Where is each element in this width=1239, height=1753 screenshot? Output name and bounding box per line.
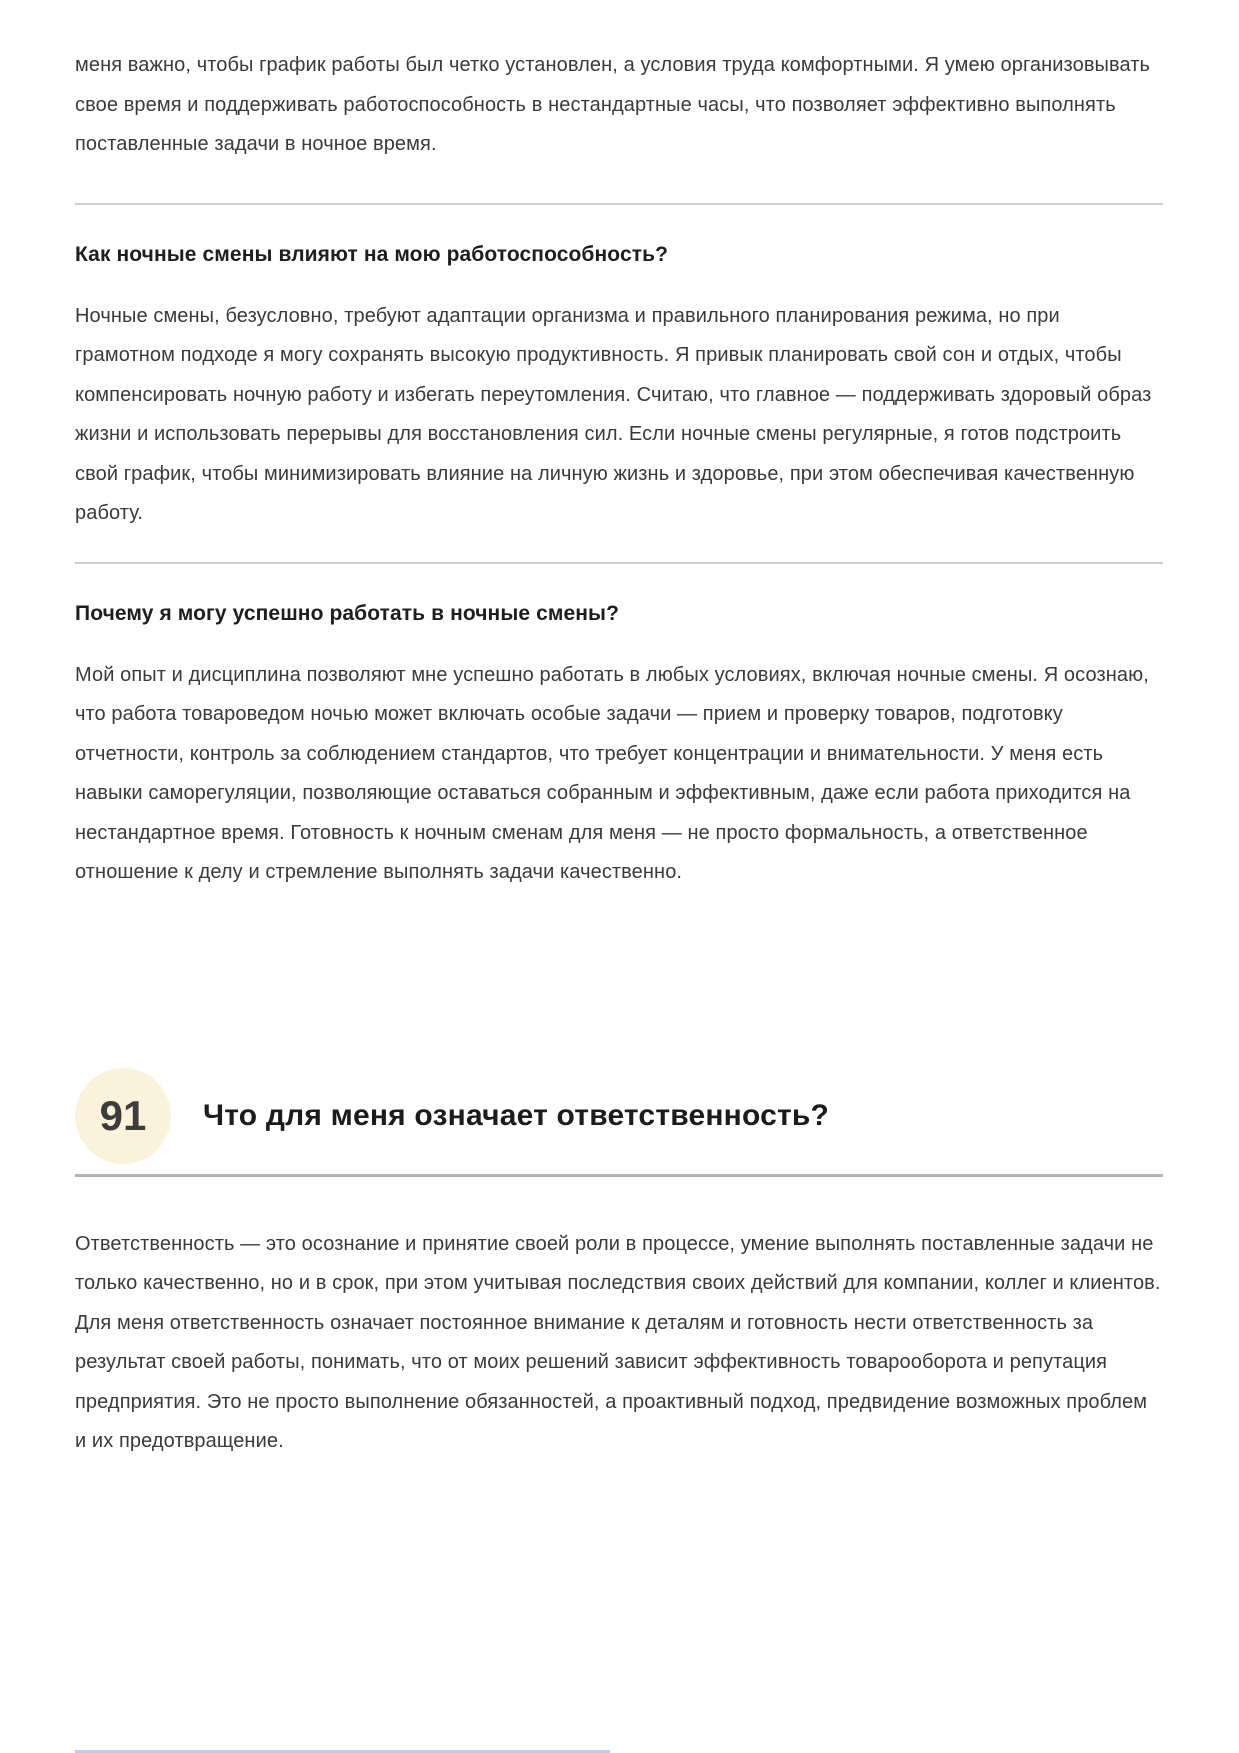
question-title-divider	[75, 1174, 1163, 1177]
section-heading-night-shift-impact: Как ночные смены влияют на мою работоспособность?	[75, 242, 669, 266]
intro-paragraph: меня важно, чтобы график работы был четко установлен, а условия труда комфортными. Я умею организовывать свое время и поддерживать работоспособность в нестандартные часы, что позволяет эффективно выполнять поставленные задачи в ночное время.	[75, 54, 1151, 155]
section-divider-2	[75, 562, 1163, 564]
section-divider-1	[75, 203, 1163, 205]
question-title: Что для меня означает ответственность?	[203, 1098, 830, 1132]
section-paragraph-night-shift-impact: Ночные смены, безусловно, требуют адаптации организма и правильного планирования режима, но при грамотном подходе я могу сохранять высокую продуктивность. Я привык планировать свой сон и отдых, чтобы компенсировать ночную работу и избегать переутомления. Считаю, что главное — поддерживать здоровый образ жизни и использовать перерывы для восстановления сил. Если ночные смены регулярные, я готов подстроить свой график, чтобы минимизировать влияние на личную жизнь и здоровье, при этом обеспечивая качественную работу.	[75, 304, 1152, 524]
answer-paragraph: Ответственность — это осознание и принятие своей роли в процессе, умение выполнять поставленные задачи не только качественно, но и в срок, при этом учитывая последствия своих действий для компании, коллег и клиентов. Для меня ответственность означает постоянное внимание к деталям и готовность нести ответственность за результат своей работы, понимать, что от моих решений зависит эффективность товарооборота и репутация предприятия. Это не просто выполнение обязанностей, а проактивный подход, предвидение возможных проблем и их предотвращение.	[75, 1232, 1161, 1452]
section-paragraph-night-shift-success: Мой опыт и дисциплина позволяют мне успешно работать в любых условиях, включая ночные смены. Я осознаю, что работа товароведом ночью может включать особые задачи — прием и проверку товаров, подготовку отчетности, контроль за соблюдением стандартов, что требует концентрации и внимательности. У меня есть навыки саморегуляции, позволяющие оставаться собранным и эффективным, даже если работа приходится на нестандартное время. Готовность к ночным сменам для меня — не просто формальность, а ответственное отношение к делу и стремление выполнять задачи качественно.	[75, 663, 1149, 883]
question-header	[75, 1068, 1163, 1164]
question-number-badge	[75, 1068, 171, 1164]
question-number: 91	[99, 1091, 147, 1139]
section-heading-night-shift-success: Почему я могу успешно работать в ночные смены?	[75, 601, 620, 625]
